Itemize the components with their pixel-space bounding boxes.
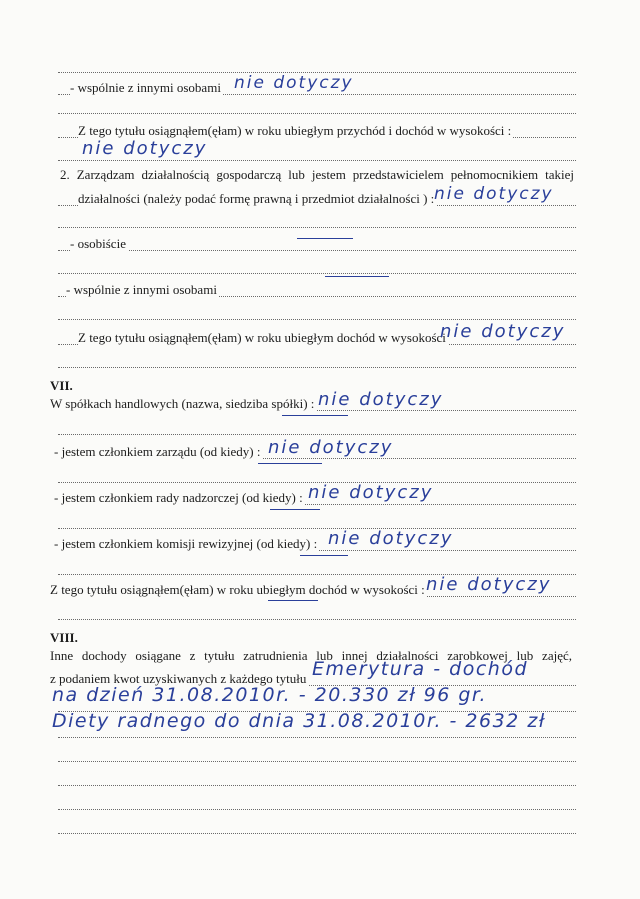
handwritten-answer: nie dotyczy: [318, 389, 444, 410]
dotted-line: [58, 747, 576, 762]
field-label-income-2: Z tego tytułu osiągnąłem(ęłam) w roku ubiegłym dochód w wysokości: [78, 330, 446, 345]
section-viii-text: Inne dochody osiągane z tytułu zatrudnienia lub innej działalności zarobkowej lub zajęć,: [50, 648, 572, 663]
dotted-line: [58, 605, 576, 620]
field-label-companies: W spółkach handlowych (nazwa, siedziba spółki) :: [50, 396, 315, 411]
field-label-jointly-2: - wspólnie z innymi osobami: [66, 282, 217, 297]
field-label-income: Z tego tytułu osiągnąłem(ęłam) w roku ubiegłym przychód i dochód w wysokości :: [78, 123, 512, 138]
field-label-income-3: Z tego tytułu osiągnąłem(ęłam) w roku ubiegłym dochód w wysokości :: [50, 582, 425, 597]
dotted-line: [58, 305, 576, 320]
field-label-supervisory: - jestem członkiem rady nadzorczej (od kiedy) :: [54, 490, 303, 505]
dotted-line: [58, 560, 576, 575]
handwritten-dash: [258, 463, 322, 464]
handwritten-dash: [300, 555, 348, 556]
dotted-line: [58, 468, 576, 483]
handwritten-answer: na dzień 31.08.2010r. - 20.330 zł 96 gr.: [52, 684, 488, 706]
handwritten-answer: nie dotyczy: [434, 184, 554, 204]
handwritten-dash: [270, 509, 320, 510]
section-viii-heading: VIII.: [50, 630, 78, 645]
handwritten-answer: Emerytura - dochód: [312, 658, 528, 680]
field-label-activity: działalności (należy podać formę prawną i przedmiot działalności ) :: [78, 191, 435, 206]
field-label-jointly: - wspólnie z innymi osobami: [70, 80, 221, 95]
field-label-other-income: z podaniem kwot uzyskiwanych z każdego tytułu: [50, 671, 307, 686]
handwritten-answer: Diety radnego do dnia 31.08.2010r. - 2632 zł: [52, 710, 546, 732]
handwritten-answer: nie dotyczy: [82, 138, 208, 159]
handwritten-answer: nie dotyczy: [426, 574, 552, 595]
handwritten-answer: nie dotyczy: [440, 321, 566, 342]
handwritten-answer: nie dotyczy: [268, 437, 394, 458]
dotted-line: [58, 99, 576, 114]
dotted-line: [58, 795, 576, 810]
handwritten-answer: nie dotyczy: [234, 73, 354, 93]
handwritten-dash: [297, 238, 353, 239]
field-label-audit: - jestem członkiem komisji rewizyjnej (od kiedy) :: [54, 536, 318, 551]
dotted-line: [58, 420, 576, 435]
handwritten-answer: nie dotyczy: [328, 528, 454, 549]
dotted-line: [58, 58, 576, 73]
field-label-board: - jestem członkiem zarządu (od kiedy) :: [54, 444, 261, 459]
handwritten-dash: [282, 415, 348, 416]
dotted-line: [58, 259, 576, 274]
dotted-line: [58, 353, 576, 368]
section-vii-heading: VII.: [50, 378, 73, 393]
dotted-line: [58, 819, 576, 834]
field-label-personally: - osobiście: [70, 236, 126, 251]
dotted-line: [58, 771, 576, 786]
handwritten-answer: nie dotyczy: [308, 482, 434, 503]
handwritten-dash: [325, 276, 389, 277]
handwritten-dash: [268, 600, 318, 601]
dotted-line: [58, 213, 576, 228]
dotted-line: [58, 514, 576, 529]
section-2-text: 2. Zarządzam działalnością gospodarczą lub jestem przedstawicielem pełnomocnikiem takiej: [60, 167, 574, 182]
